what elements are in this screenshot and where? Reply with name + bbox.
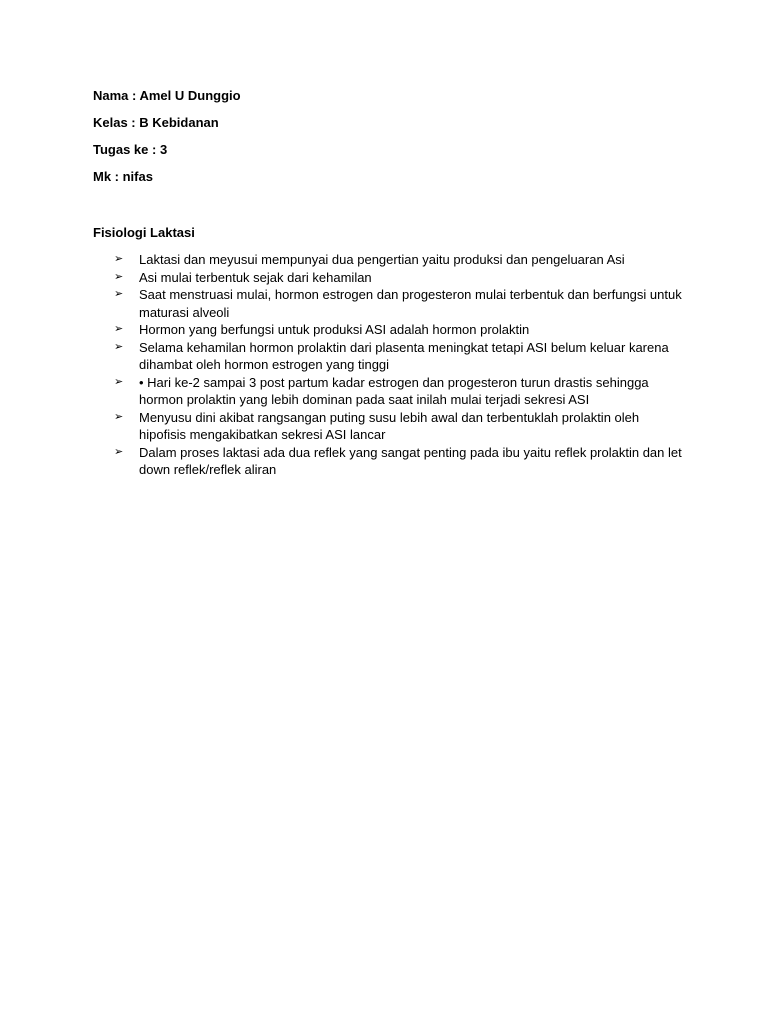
list-item (114, 444, 684, 479)
arrowhead-bullet-icon: ➢ (114, 410, 124, 423)
assignment-number: Tugas ke : 3 (93, 142, 168, 157)
list-item (114, 269, 684, 287)
list-item (114, 339, 684, 374)
list-item (114, 321, 684, 339)
arrowhead-bullet-icon: ➢ (114, 340, 124, 353)
student-class: Kelas : B Kebidanan (93, 115, 219, 130)
list-item (114, 409, 684, 444)
list-item-text: • Hari ke-2 sampai 3 post partum kadar estrogen dan progesteron turun drastis sehingga hormon prolaktin yang lebih dominan pada saat inilah mulai terjadi sekresi ASI (139, 374, 649, 407)
section-title: Fisiologi Laktasi (93, 225, 195, 240)
student-info (93, 87, 693, 195)
list-item (114, 251, 684, 269)
arrowhead-bullet-icon: ➢ (114, 253, 124, 265)
course-name: Mk : nifas (93, 169, 153, 184)
list-item (114, 286, 684, 321)
student-name: Nama : Amel U Dunggio (93, 88, 241, 103)
list-item-text: Hormon yang berfungsi untuk produksi ASI adalah hormon prolaktin (139, 322, 530, 337)
list-item-text: Asi mulai terbentuk sejak dari kehamilan (139, 269, 372, 285)
arrowhead-bullet-icon: ➢ (114, 445, 124, 458)
arrowhead-bullet-icon: ➢ (114, 375, 124, 388)
arrowhead-bullet-icon: ➢ (114, 270, 124, 283)
list-item (114, 374, 684, 409)
bullet-list (114, 251, 684, 479)
arrowhead-bullet-icon: ➢ (114, 323, 124, 335)
list-item-text: Saat menstruasi mulai, hormon estrogen dan progesteron mulai terbentuk dan berfungsi untuk maturasi alveoli (139, 287, 682, 320)
list-item-text: Dalam proses laktasi ada dua reflek yang sangat penting pada ibu yaitu reflek prolaktin dan let down reflek/reflek aliran (139, 444, 682, 477)
list-item-text: Laktasi dan meyusui mempunyai dua pengertian yaitu produksi dan pengeluaran Asi (139, 252, 625, 267)
arrowhead-bullet-icon: ➢ (114, 288, 124, 300)
list-item-text: Menyusu dini akibat rangsangan puting susu lebih awal dan terbentuklah prolaktin oleh hipofisis mengakibatkan sekresi ASI lancar (139, 409, 640, 442)
list-item-text: Selama kehamilan hormon prolaktin dari plasenta meningkat tetapi ASI belum keluar karena dihambat oleh hormon estrogen yang tinggi (139, 339, 669, 372)
